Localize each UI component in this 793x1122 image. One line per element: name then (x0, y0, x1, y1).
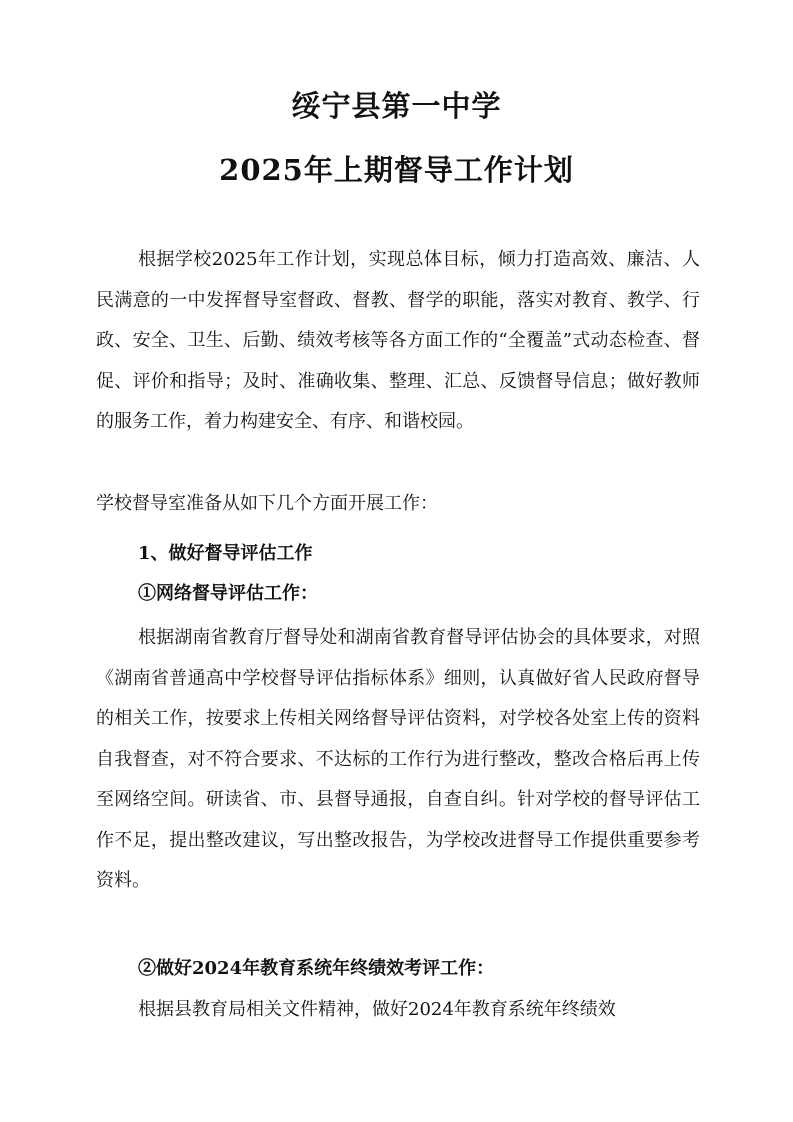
subsection1-heading: ①网络督导评估工作： (138, 583, 318, 604)
subsection2-heading: ②做好2024年教育系统年终绩效考评工作： (138, 958, 495, 979)
subsection1-paragraph: 根据湖南省教育厅督导处和湖南省教育督导评估协会的具体要求，对照《湖南省普通高中学校督导评估指标体系》细则，认真做好省人民政府督导的相关工作，按要求上传相关网络督导评估资料，对学校各处室上传的资料自我督查，对不符合要求、不达标的工作行为进行整改，整改合格后再上传至网络空间。研读省、市、县督导通报，自查自纠。针对学校的督导评估工作不足，提出整改建议，写出整改报告，为学校改进督导工作提供重要参考资料。 (96, 627, 700, 891)
lead-paragraph: 学校督导室准备从如下几个方面开展工作： (96, 493, 438, 514)
section1-heading: 1、做好督导评估工作 (138, 543, 313, 564)
subsection2-paragraph: 根据县教育局相关文件精神，做好2024年教育系统年终绩效 (138, 999, 616, 1020)
document-title-school: 绥宁县第一中学 (291, 89, 502, 123)
document-title-plan: 2025年上期督导工作计划 (219, 153, 574, 187)
intro-paragraph: 根据学校2025年工作计划，实现总体目标，倾力打造高效、廉洁、人民满意的一中发挥督导室督政、督教、督学的职能，落实对教育、教学、行政、安全、卫生、后勤、绩效考核等各方面工作的“全覆盖”式动态检查、督促、评价和指导；及时、准确收集、整理、汇总、反馈督导信息；做好教师的服务工作，着力构建安全、有序、和谐校园。 (96, 249, 700, 432)
